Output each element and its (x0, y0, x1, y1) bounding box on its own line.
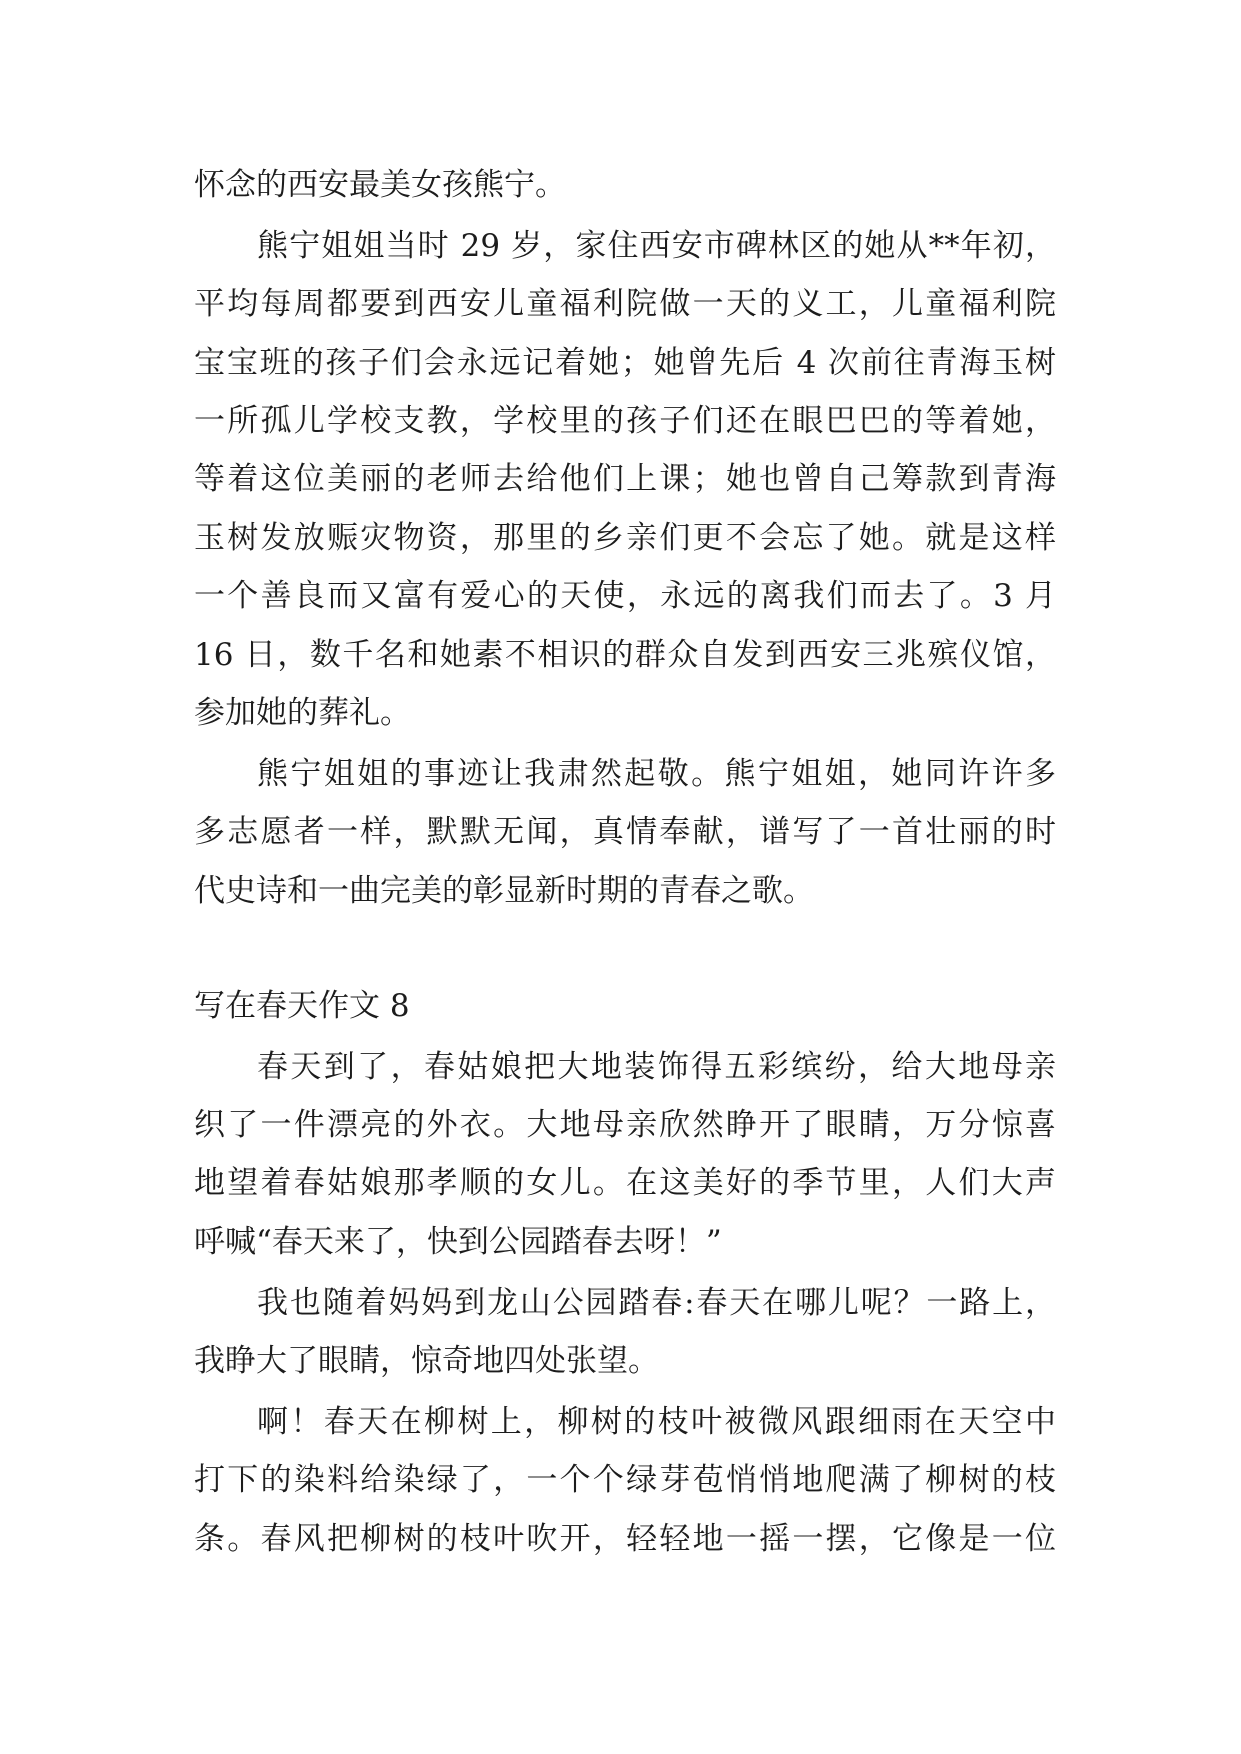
text-line: 16 日，数千名和她素不相识的群众自发到西安三兆殡仪馆， (194, 636, 1056, 673)
text-line: 一个善良而又富有爱心的天使，永远的离我们而去了。3 月 (194, 578, 1056, 615)
text-line: 多志愿者一样，默默无闻，真情奉献，谱写了一首壮丽的时 (194, 814, 1056, 851)
text-line: 宝宝班的孩子们会永远记着她；她曾先后 4 次前往青海玉树 (194, 344, 1056, 381)
text-line: 织了一件漂亮的外衣。大地母亲欣然睁开了眼睛，万分惊喜 (194, 1107, 1056, 1144)
paragraph (194, 1393, 1056, 1568)
essay-section (194, 977, 1056, 1568)
text-line: 打下的染料给染绿了，一个个绿芽苞悄悄地爬满了柳树的枝 (194, 1462, 1056, 1499)
text-line: 啊！春天在柳树上，柳树的枝叶被微风跟细雨在天空中 (257, 1404, 1056, 1440)
text-line: 熊宁姐姐的事迹让我肃然起敬。熊宁姐姐，她同许许多 (257, 755, 1056, 792)
text-line: 参加她的葬礼。 (194, 695, 411, 732)
text-line: 我睁大了眼睛，惊奇地四处张望。 (194, 1343, 659, 1380)
text-line: 呼喊“春天来了，快到公园踏春去呀！” (194, 1223, 722, 1260)
text-line: 一所孤儿学校支教，学校里的孩子们还在眼巴巴的等着她， (194, 403, 1056, 440)
paragraph (194, 1038, 1056, 1272)
paragraph (194, 217, 1056, 743)
paragraph (194, 1274, 1056, 1391)
essay-section (194, 156, 1056, 920)
text-line: 条。春风把柳树的枝叶吹开，轻轻地一摇一摆，它像是一位 (194, 1520, 1056, 1557)
paragraph (194, 156, 1056, 214)
text-line: 我也随着妈妈到龙山公园踏春:春天在哪儿呢？一路上， (257, 1284, 1056, 1321)
text-line: 怀念的西安最美女孩熊宁。 (194, 167, 566, 203)
document-body (194, 156, 1056, 1568)
text-line: 代史诗和一曲完美的彰显新时期的青春之歌。 (194, 872, 814, 909)
text-line: 春天到了，春姑娘把大地装饰得五彩缤纷，给大地母亲 (257, 1048, 1056, 1085)
text-line: 熊宁姐姐当时 29 岁，家住西安市碑林区的她从**年初， (257, 227, 1056, 264)
text-line: 等着这位美丽的老师去给他们上课；她也曾自己筹款到青海 (194, 461, 1056, 498)
text-line: 玉树发放赈灾物资，那里的乡亲们更不会忘了她。就是这样 (194, 519, 1056, 556)
section-title: 写在春天作文 8 (194, 987, 410, 1024)
text-line: 平均每周都要到西安儿童福利院做一天的义工，儿童福利院 (194, 286, 1056, 323)
text-line: 地望着春姑娘那孝顺的女儿。在这美好的季节里，人们大声 (194, 1165, 1056, 1202)
paragraph (194, 745, 1056, 920)
